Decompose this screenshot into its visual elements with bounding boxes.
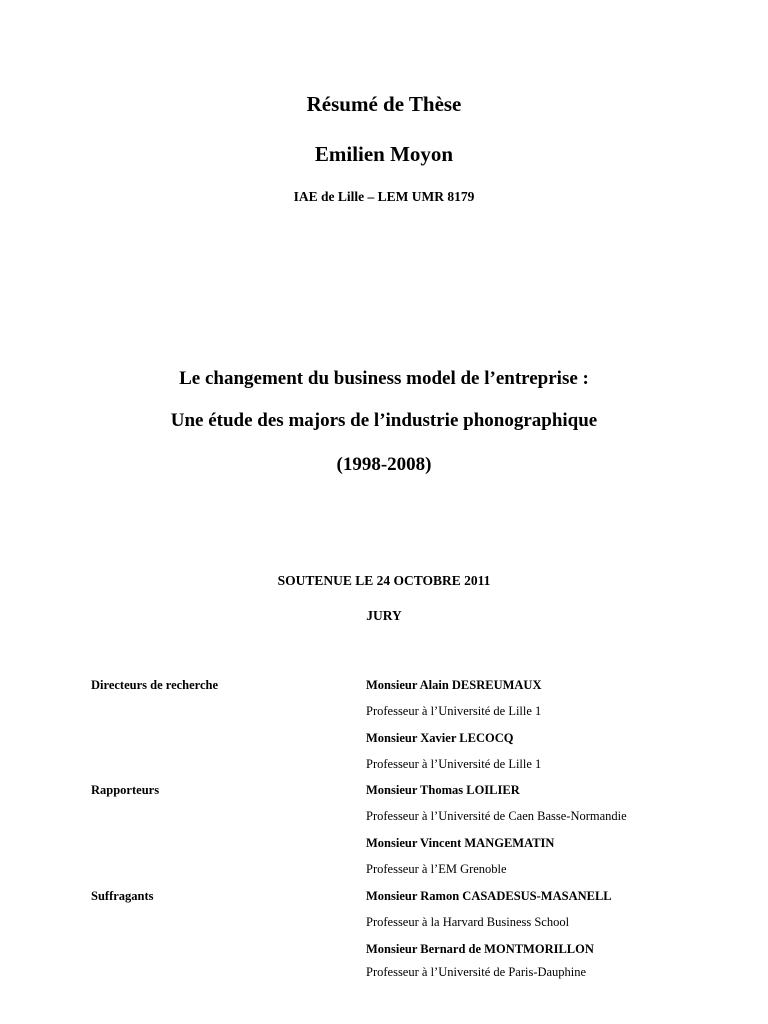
- jury-member-title: Professeur à l’Université de Paris-Dauphine: [366, 965, 587, 979]
- document-title: Résumé de Thèse: [306, 92, 462, 116]
- jury-member-title: Professeur à l’Université de Lille 1: [366, 757, 542, 771]
- thesis-title-line-3: (1998-2008): [336, 454, 432, 475]
- jury-member-title: Professeur à la Harvard Business School: [366, 915, 570, 929]
- jury-member-title: Professeur à l’EM Grenoble: [366, 862, 507, 876]
- jury-member: [366, 677, 756, 719]
- jury-member-name: Monsieur Vincent MANGEMATIN: [366, 836, 555, 850]
- thesis-title-line-2: Une étude des majors de l’industrie phonographique: [170, 410, 598, 431]
- jury-member: [366, 782, 756, 824]
- jury-member: [366, 941, 756, 980]
- jury-member: [366, 835, 756, 877]
- author-name: Emilien Moyon: [314, 142, 454, 166]
- role-examiners: Suffragants: [91, 889, 154, 903]
- jury-heading: JURY: [366, 608, 402, 623]
- jury-member-title: Professeur à l’Université de Lille 1: [366, 704, 542, 718]
- jury-member-name: Monsieur Bernard de MONTMORILLON: [366, 942, 594, 956]
- jury-member-title: Professeur à l’Université de Caen Basse-Normandie: [366, 809, 627, 823]
- jury-member-name: Monsieur Xavier LECOCQ: [366, 731, 514, 745]
- thesis-title-line-1: Le changement du business model de l’entreprise :: [179, 368, 589, 389]
- jury-member: [366, 730, 756, 772]
- jury-member-name: Monsieur Ramon CASADESUS-MASANELL: [366, 889, 612, 903]
- role-directors: Directeurs de recherche: [91, 678, 219, 692]
- jury-member-name: Monsieur Alain DESREUMAUX: [366, 678, 542, 692]
- jury-member: [366, 888, 756, 930]
- defense-date: SOUTENUE LE 24 OCTOBRE 2011: [277, 573, 491, 588]
- role-reviewers: Rapporteurs: [91, 783, 160, 797]
- affiliation: IAE de Lille – LEM UMR 8179: [293, 189, 475, 204]
- jury-member-name: Monsieur Thomas LOILIER: [366, 783, 520, 797]
